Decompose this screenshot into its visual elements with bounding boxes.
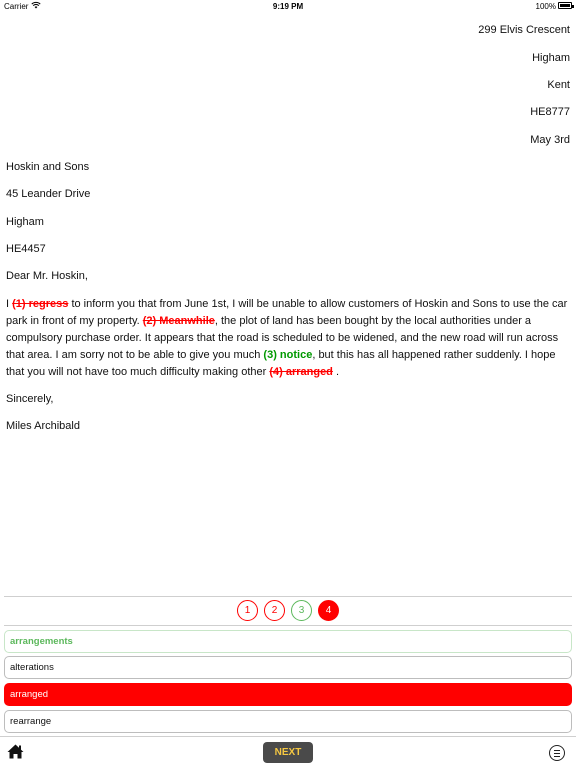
recipient-address-line: 45 Leander Drive: [6, 188, 91, 200]
gap-navigator: [0, 600, 576, 622]
body-text: to inform you that from June 1st, I will be unable to allow customers of Hoskin and Sons to use the car park in front of my property.: [6, 298, 568, 327]
gap-1-answer[interactable]: (1) regress: [12, 298, 69, 310]
gap-3-answer[interactable]: (3) notice: [263, 349, 313, 361]
menu-icon-line: [554, 753, 560, 754]
toolbar-divider: [0, 736, 576, 737]
sender-address-line: HE8777: [530, 106, 570, 118]
menu-icon[interactable]: [549, 745, 565, 761]
sender-address-line: Kent: [547, 79, 570, 91]
next-button[interactable]: NEXT: [263, 742, 313, 763]
body-text: , the plot of land has been bought by the local authorities under a compulsory purchase order. It appears that the road is scheduled to be widened, and the new road will run across that area. I am sorry not to be able to give you much: [6, 315, 559, 361]
gap-3-button[interactable]: 3: [291, 600, 312, 621]
battery-percentage: 100%: [535, 2, 556, 11]
option-arranged[interactable]: arranged: [4, 683, 572, 706]
gap-4-button[interactable]: 4: [318, 600, 339, 621]
letter-date: May 3rd: [530, 134, 570, 146]
home-icon[interactable]: [7, 744, 24, 759]
option-arrangements[interactable]: arrangements: [4, 630, 572, 653]
body-text: , but this has all happened rather suddenly. I hope that you will not have too much difficulty making other: [6, 349, 556, 378]
recipient-address-line: Hoskin and Sons: [6, 161, 90, 173]
carrier-label: Carrier: [4, 2, 29, 11]
gap-2-button[interactable]: 2: [264, 600, 285, 621]
status-time: 9:19 PM: [272, 2, 304, 11]
menu-icon-line: [554, 750, 560, 751]
status-bar: [0, 0, 576, 14]
gap-2-answer[interactable]: (2) Meanwhile: [142, 315, 215, 327]
salutation: Dear Mr. Hoskin,: [6, 270, 88, 282]
panel-divider: [4, 596, 572, 597]
battery-icon: [558, 2, 572, 9]
body-text: I: [6, 298, 13, 310]
gap-1-button[interactable]: 1: [237, 600, 258, 621]
gap-4-answer[interactable]: (4) arranged: [269, 366, 333, 378]
option-rearrange[interactable]: rearrange: [4, 710, 572, 733]
panel-divider: [4, 625, 572, 626]
sender-address-line: Higham: [532, 52, 570, 64]
menu-icon-line: [554, 756, 560, 757]
body-text: .: [332, 366, 340, 378]
sender-address-line: 299 Elvis Crescent: [478, 24, 570, 36]
signature: Miles Archibald: [6, 420, 80, 432]
recipient-address-line: HE4457: [6, 243, 46, 255]
recipient-address-line: Higham: [6, 216, 44, 228]
option-alterations[interactable]: alterations: [4, 656, 572, 679]
closing: Sincerely,: [6, 393, 54, 405]
letter-body: [6, 296, 572, 381]
